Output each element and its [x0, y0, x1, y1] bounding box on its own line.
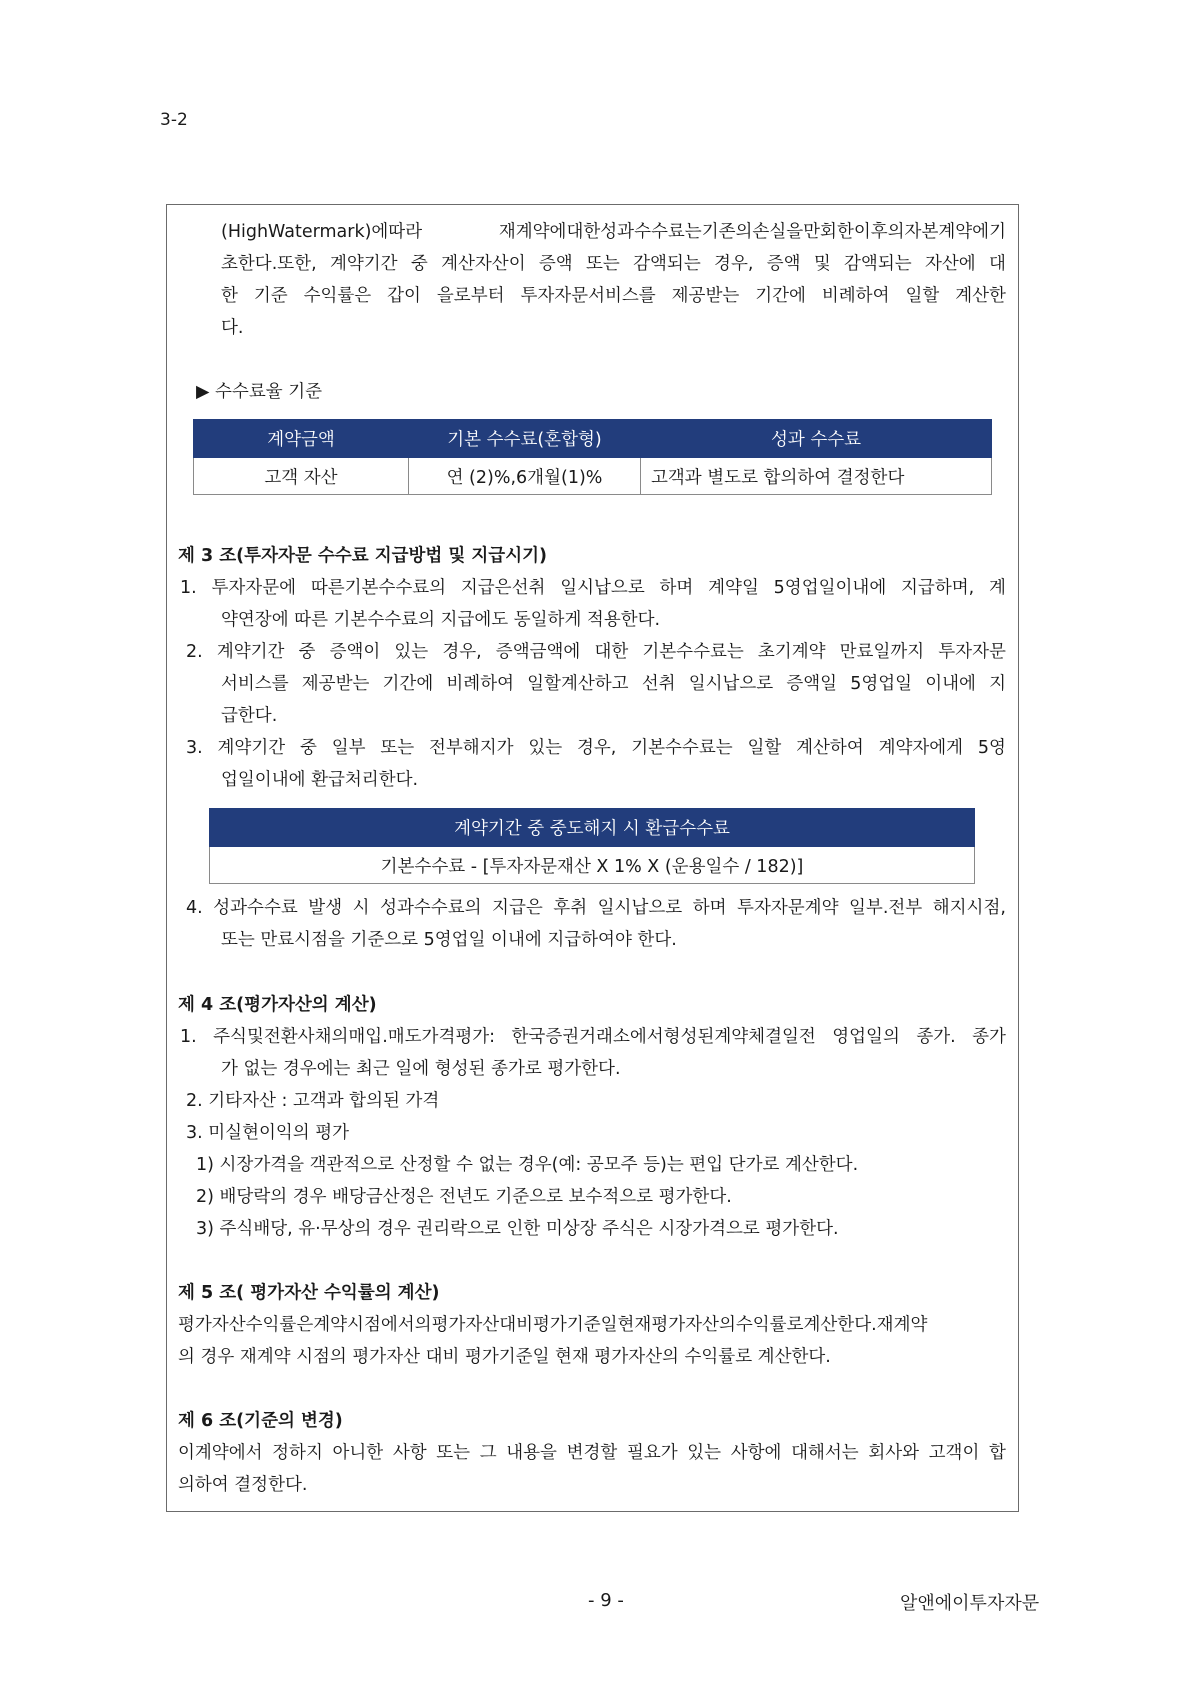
article4-line-4: 3. 미실현이익의 평가	[186, 1123, 350, 1143]
article4-line-5: 1) 시장가격을 객관적으로 산정할 수 없는 경우(예: 공모주 등)는 편입 단가로 계산한다.	[196, 1155, 859, 1175]
article3-line-5: 급한다.	[221, 706, 278, 726]
refund-table-row	[210, 847, 975, 884]
fee-table-header-amount: 계약금액	[194, 420, 409, 458]
intro-line-1: (HighWatermark)에따라 재계약에대한성과수수료는기존의손실을만회한이후의자본계약에기	[221, 222, 1006, 242]
intro-line-3: 한 기준 수익률은 갑이 을로부터 투자자문서비스를 제공받는 기간에 비례하여 일할 계산한	[221, 286, 1006, 306]
article6-line-1: 이계약에서 정하지 아니한 사항 또는 그 내용을 변경할 필요가 있는 사항에 대해서는 회사와 고객이 합	[178, 1443, 1006, 1463]
article3-line-8: 4. 성과수수료 발생 시 성과수수료의 지급은 후취 일시납으로 하며 투자자문계약 일부.전부 해지시점,	[186, 898, 1006, 918]
fee-basis-heading: ▶ 수수료율 기준	[196, 382, 323, 402]
article3-line-6: 3. 계약기간 중 일부 또는 전부해지가 있는 경우, 기본수수료는 일할 계산하여 계약자에게 5영	[186, 738, 1006, 758]
refund-table-formula: 기본수수료 - [투자자문재산 X 1% X (운용일수 / 182)]	[210, 847, 975, 884]
article3-line-3: 2. 계약기간 중 증액이 있는 경우, 증액금액에 대한 기본수수료는 초기계약 만료일까지 투자자문	[186, 642, 1006, 662]
article4-line-2: 가 없는 경우에는 최근 일에 형성된 종가로 평가한다.	[221, 1059, 621, 1079]
article6-line-2: 의하여 결정한다.	[178, 1475, 308, 1495]
fee-table-header-performance-fee: 성과 수수료	[641, 420, 992, 458]
article4-line-6: 2) 배당락의 경우 배당금산정은 전년도 기준으로 보수적으로 평가한다.	[196, 1187, 732, 1207]
intro-line-4: 다.	[221, 318, 244, 338]
article3-line-1: 1. 투자자문에 따른기본수수료의 지급은선취 일시납으로 하며 계약일 5영업일이내에 지급하며, 계	[180, 578, 1006, 598]
article3-line-4: 서비스를 제공받는 기간에 비례하여 일할계산하고 선취 일시납으로 증액일 5영업일 이내에 지	[221, 674, 1006, 694]
article3-line-9: 또는 만료시점을 기준으로 5영업일 이내에 지급하여야 한다.	[221, 930, 677, 950]
fee-table-cell-base-fee: 연 (2)%,6개월(1)%	[409, 458, 641, 495]
article5-heading: 제 5 조( 평가자산 수익률의 계산)	[178, 1283, 440, 1303]
article5-line-1: 평가자산수익률은계약시점에서의평가자산대비평가기준일현재평가자산의수익률로계산한다.재계약	[178, 1315, 928, 1335]
refund-table-header-row	[210, 809, 975, 847]
refund-table-header: 계약기간 중 중도해지 시 환급수수료	[210, 809, 975, 847]
article3-line-2: 약연장에 따른 기본수수료의 지급에도 동일하게 적용한다.	[221, 610, 661, 630]
company-name: 알앤에이투자자문	[900, 1593, 1040, 1614]
article3-line-7: 업일이내에 환급처리한다.	[221, 770, 419, 790]
article3-heading: 제 3 조(투자자문 수수료 지급방법 및 지급시기)	[178, 546, 548, 566]
fee-table-cell-amount: 고객 자산	[194, 458, 409, 495]
fee-table-header-row	[194, 420, 992, 458]
fee-table-header-base-fee: 기본 수수료(혼합형)	[409, 420, 641, 458]
fee-table-row	[194, 458, 992, 495]
fee-table-cell-performance-fee: 고객과 별도로 합의하여 결정한다	[641, 458, 992, 495]
article4-line-3: 2. 기타자산 : 고객과 합의된 가격	[186, 1091, 440, 1111]
article4-line-1: 1. 주식및전환사채의매입.매도가격평가: 한국증권거래소에서형성된계약체결일전 영업일의 종가. 종가	[180, 1027, 1006, 1047]
intro-line-2: 초한다.또한, 계약기간 중 계산자산이 증액 또는 감액되는 경우, 증액 및 감액되는 자산에 대	[221, 254, 1006, 274]
article6-heading: 제 6 조(기준의 변경)	[178, 1411, 343, 1431]
article4-line-7: 3) 주식배당, 유·무상의 경우 권리락으로 인한 미상장 주식은 시장가격으로 평가한다.	[196, 1219, 839, 1239]
article5-line-2: 의 경우 재계약 시점의 평가자산 대비 평가기준일 현재 평가자산의 수익률로 계산한다.	[178, 1347, 831, 1367]
section-number: 3-2	[160, 110, 188, 130]
article4-heading: 제 4 조(평가자산의 계산)	[178, 995, 377, 1015]
page-number: - 9 -	[588, 1590, 624, 1611]
fee-table	[193, 419, 992, 495]
refund-table	[209, 808, 975, 884]
